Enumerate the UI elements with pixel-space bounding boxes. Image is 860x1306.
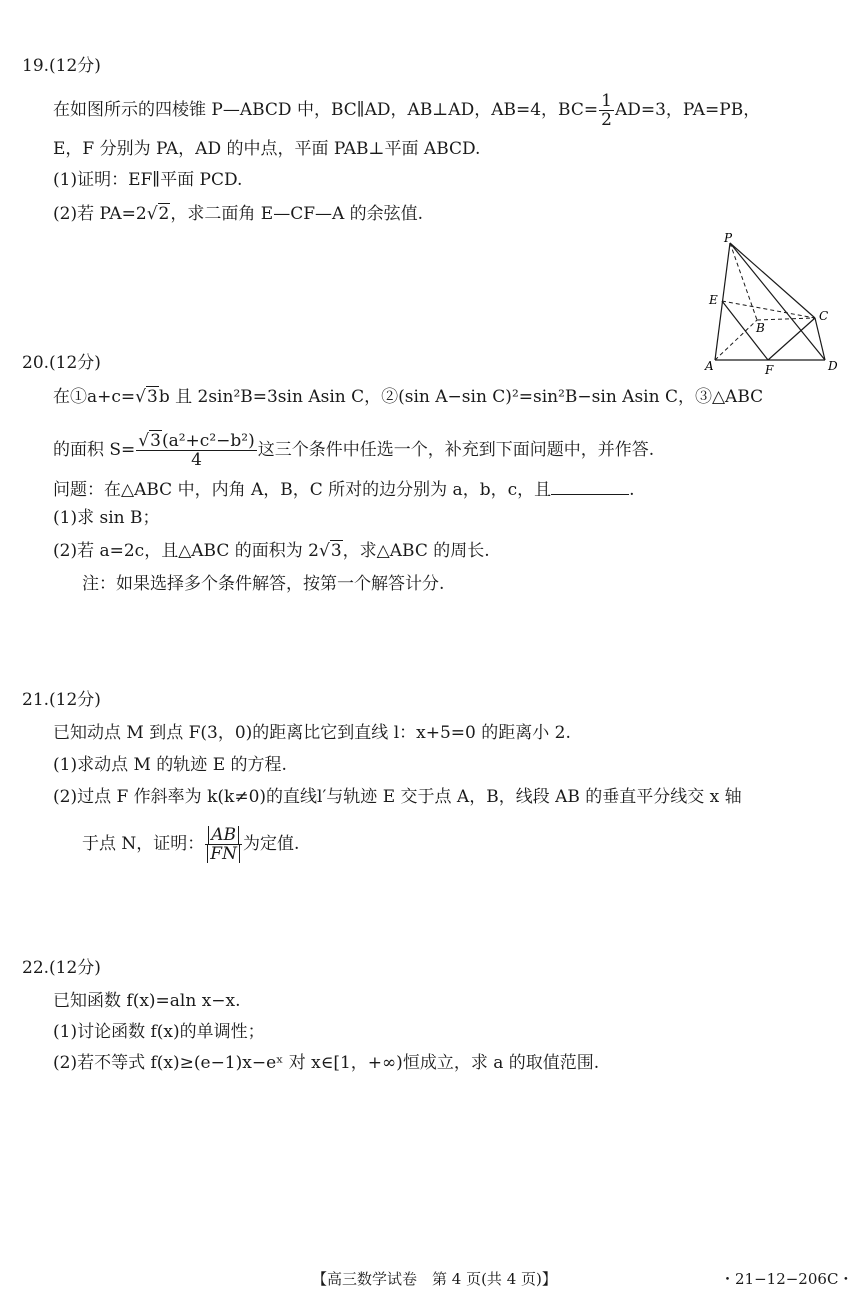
footer-page-info: 【高三数学试卷 第 4 页(共 4 页)】 xyxy=(312,1270,557,1288)
sqrt-three: √3 xyxy=(135,387,158,407)
problem-19-question-2 xyxy=(53,203,423,225)
segment-EC-hidden xyxy=(722,301,815,318)
ratio-fraction xyxy=(205,826,242,863)
problem-20-question xyxy=(53,478,635,501)
problem-20-line2 xyxy=(53,432,654,469)
problem-19-q2-pre: (2)若 PA=2 xyxy=(53,204,147,224)
problem-20-question-text: 问题：在△ABC 中，内角 A，B，C 所对的边分别为 a，b，c，且 xyxy=(53,480,552,500)
label-C: C xyxy=(819,309,829,323)
abs-FN: FN xyxy=(207,845,240,863)
fraction-one-half xyxy=(599,92,614,129)
problem-19-line2: E，F 分别为 PA，AD 的中点，平面 PAB⊥平面 ABCD. xyxy=(53,139,481,159)
fraction-numerator xyxy=(136,432,256,451)
fraction-denominator xyxy=(205,845,242,863)
problem-22-line1: 已知函数 f(x)=aln x−x. xyxy=(53,991,241,1011)
label-F: F xyxy=(765,363,774,377)
problem-19-line1-text: 在如图所示的四棱锥 P—ABCD 中，BC∥AD，AB⊥AD，AB=4，BC= xyxy=(53,100,599,120)
radicand: 3 xyxy=(147,387,158,407)
answer-blank xyxy=(551,478,629,495)
problem-21-q2b-post: 为定值. xyxy=(242,834,300,854)
problem-21-question-1: (1)求动点 M 的轨迹 E 的方程. xyxy=(53,755,287,775)
problem-22-question-2: (2)若不等式 f(x)≥(e−1)x−eˣ 对 x∈[1，+∞)恒成立，求 a 的取值范围. xyxy=(53,1053,600,1073)
problem-22-question-1: (1)讨论函数 f(x)的单调性； xyxy=(53,1022,265,1042)
edge-PC xyxy=(730,243,815,318)
problem-20-q2-pre: (2)若 a=2c，且△ABC 的面积为 2 xyxy=(53,541,319,561)
problem-20-note: 注：如果选择多个条件解答，按第一个解答计分. xyxy=(82,574,445,594)
problem-19-line1-tail: AD=3，PA=PB， xyxy=(614,100,761,120)
problem-19-header: 19.(12分) xyxy=(22,56,101,76)
fraction-denominator: 2 xyxy=(601,110,612,130)
label-A: A xyxy=(705,359,714,373)
area-fraction xyxy=(136,432,256,469)
problem-20-line2-a: 的面积 S= xyxy=(53,440,136,460)
problem-20-line2-b: 这三个条件中任选一个，补充到下面问题中，并作答. xyxy=(257,440,655,460)
problem-22-header: 22.(12分) xyxy=(22,958,101,978)
problem-20-line1-a: 在①a+c= xyxy=(53,387,136,407)
radicand: 2 xyxy=(158,204,170,224)
problem-21-q2b-pre: 于点 N，证明： xyxy=(82,834,205,854)
radicand: 3 xyxy=(150,431,161,451)
problem-19-question-1: (1)证明：EF∥平面 PCD. xyxy=(53,170,243,190)
problem-21-question-2: (2)过点 F 作斜率为 k(k≠0)的直线l′与轨迹 E 交于点 A，B，线段 AB 的垂直平分线交 x 轴 xyxy=(53,787,742,807)
edge-PD xyxy=(730,243,825,360)
problem-20-question-2 xyxy=(53,540,490,562)
problem-21-question-2b xyxy=(82,826,299,863)
problem-21-header: 21.(12分) xyxy=(22,690,101,710)
edge-BC-hidden xyxy=(757,318,815,320)
problem-19-line1 xyxy=(53,92,760,129)
sqrt-three: √3 xyxy=(319,541,342,561)
problem-19-q2-post: ，求二面角 E—CF—A 的余弦值. xyxy=(170,204,424,224)
problem-20-header: 20.(12分) xyxy=(22,353,101,373)
footer-code: ・21−12−206C・ xyxy=(720,1270,854,1288)
edge-AB-hidden xyxy=(715,320,757,360)
label-D: D xyxy=(828,359,838,373)
problem-21-line1: 已知动点 M 到点 F(3，0)的距离比它到直线 l：x+5=0 的距离小 2. xyxy=(53,723,571,743)
label-B: B xyxy=(756,321,765,335)
radicand: 3 xyxy=(330,541,342,561)
pyramid-figure xyxy=(695,228,845,378)
abs-AB: AB xyxy=(208,826,239,844)
label-E: E xyxy=(709,293,718,307)
problem-20-line1 xyxy=(53,386,763,408)
fraction-denominator: 4 xyxy=(191,450,202,470)
sqrt-two: √2 xyxy=(146,204,170,224)
problem-20-q2-post: ，求△ABC 的周长. xyxy=(342,541,490,561)
problem-20-question-end: . xyxy=(629,480,635,500)
label-P: P xyxy=(724,231,733,245)
sqrt-three: √3 xyxy=(138,431,161,451)
numerator-rest: (a²+c²−b²) xyxy=(161,431,255,451)
fraction-numerator xyxy=(205,826,242,845)
problem-20-line1-b: b 且 2sin²B=3sin Asin C，②(sin A−sin C)²=sin²B−sin Asin C，③△ABC xyxy=(158,387,764,407)
fraction-numerator: 1 xyxy=(601,91,612,111)
problem-20-question-1: (1)求 sin B； xyxy=(53,508,160,528)
